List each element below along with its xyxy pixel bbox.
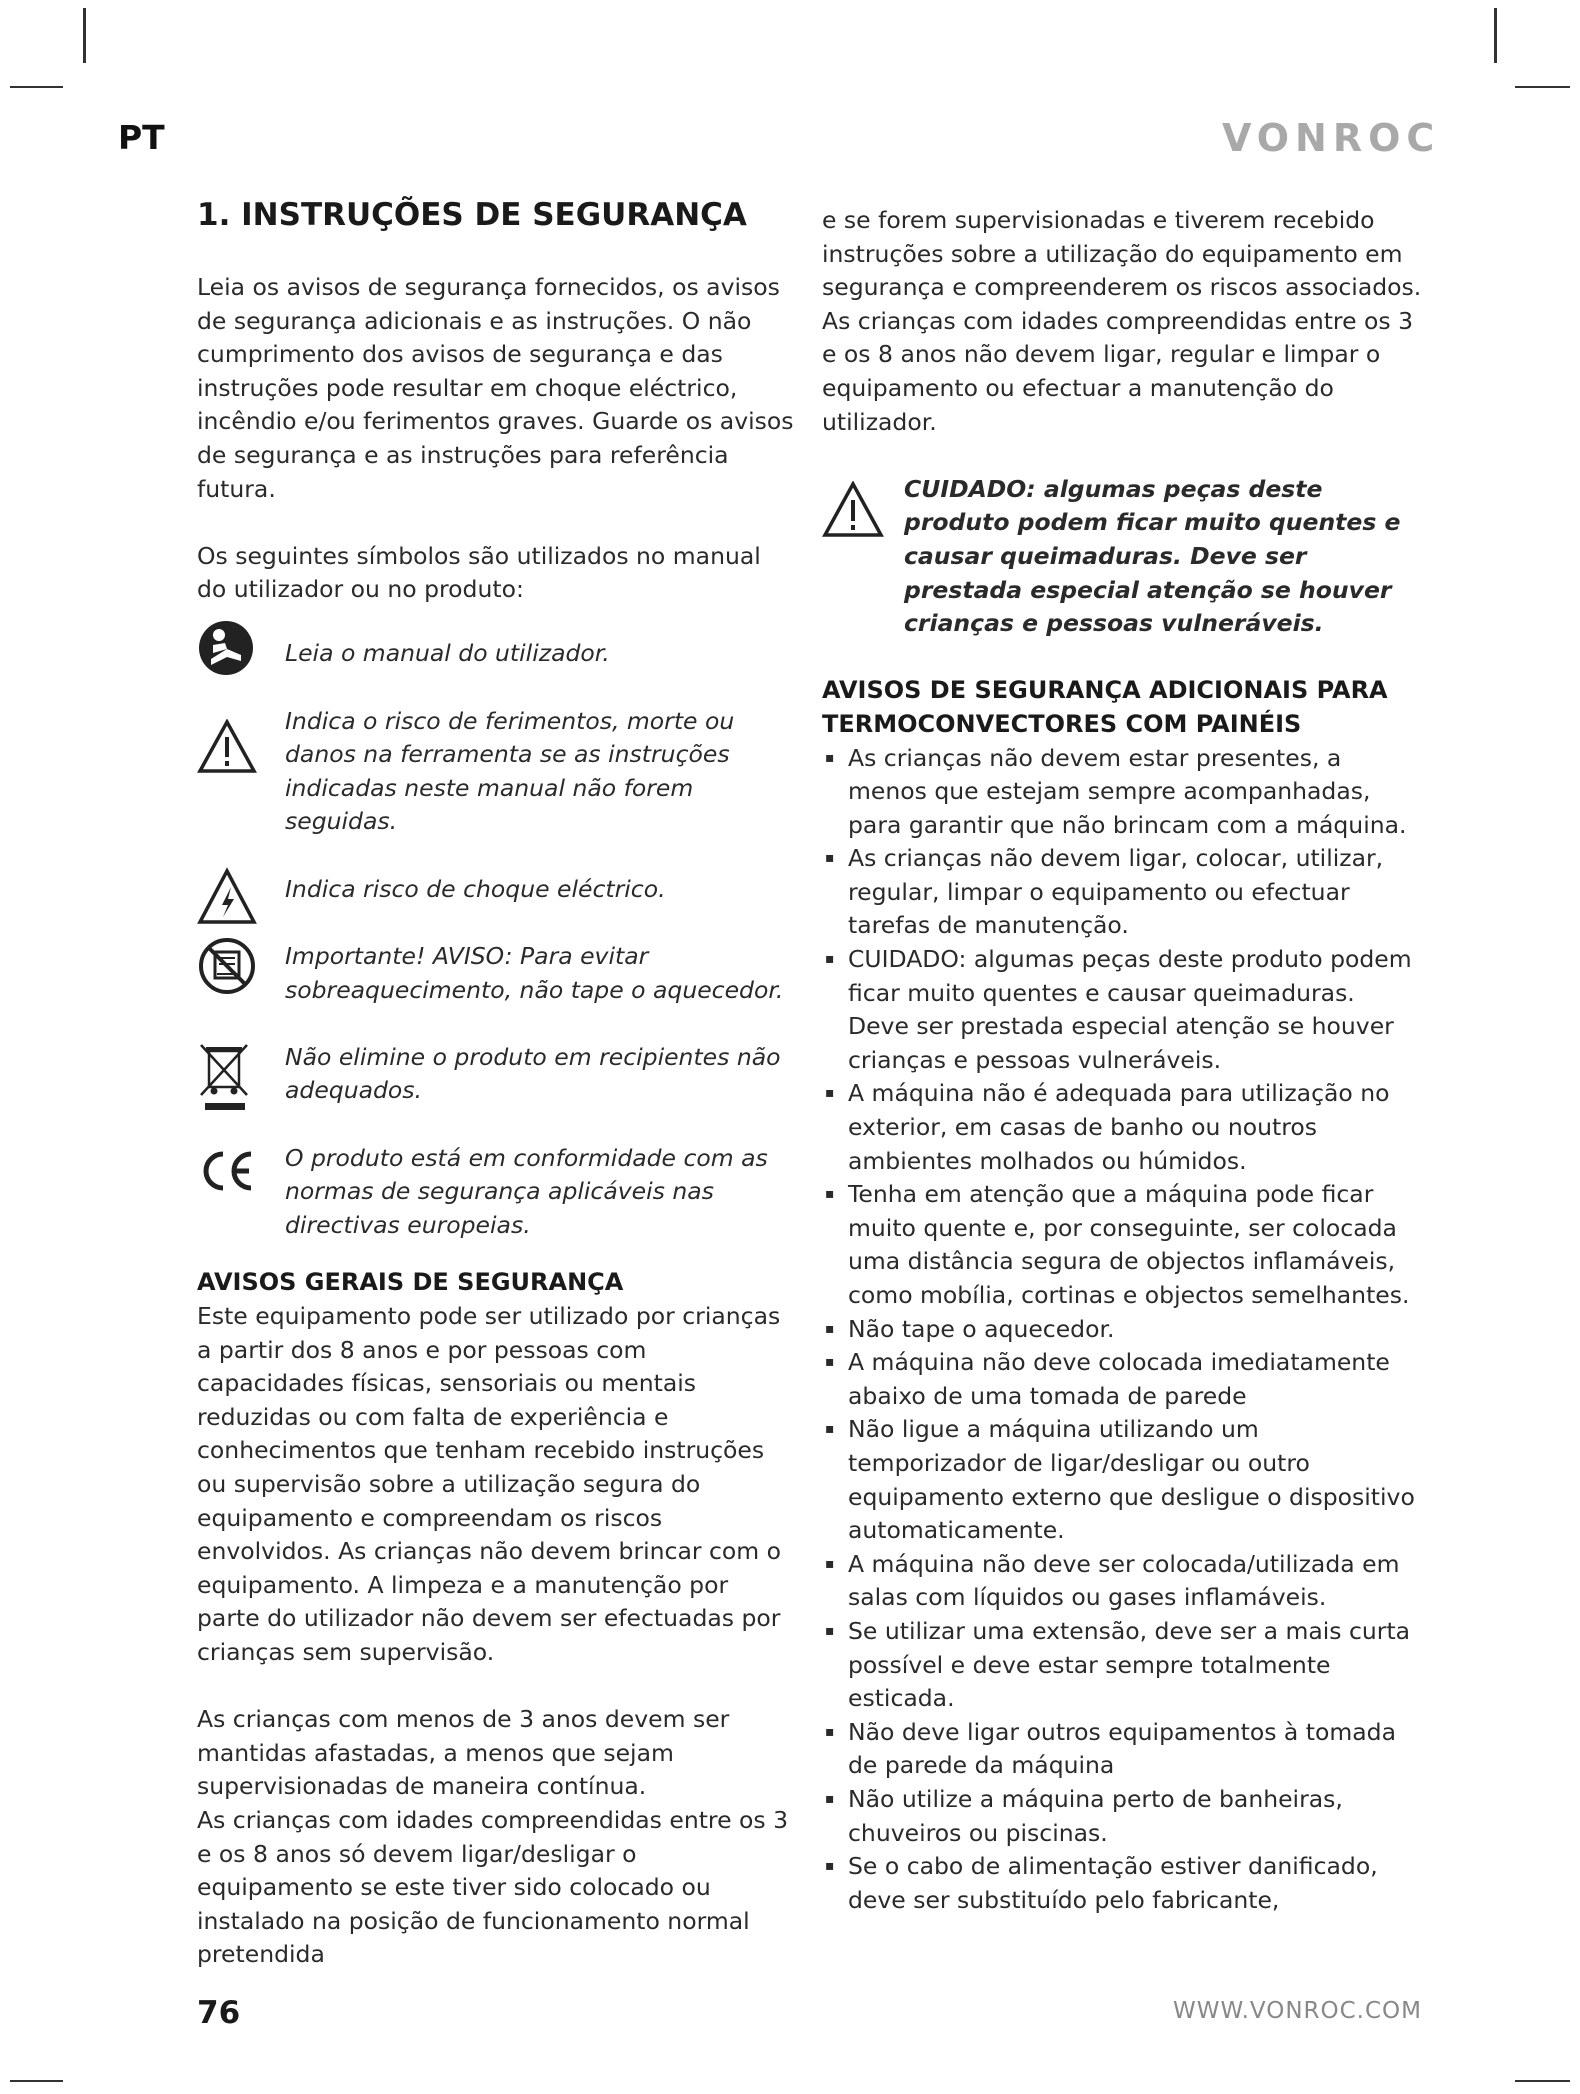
- crop-mark: [83, 8, 86, 63]
- symbol-text: Indica o risco de ferimentos, morte ou danos na ferramenta se as instruções indicadas neste manual não forem seguidas.: [285, 706, 735, 836]
- brand-logo: VONROC: [1222, 116, 1441, 160]
- list-item: ▪ Não ligue a máquina utilizando um temporizador de ligar/desligar ou outro equipamento externo que desligue o dispositivo automaticamente.: [822, 1413, 1422, 1547]
- list-item: ▪ A máquina não é adequada para utilização no exterior, em casas de banho ou noutros ambientes molhados ou húmidos.: [822, 1077, 1422, 1178]
- continued-paragraph: As crianças com idades compreendidas entre os 3 e os 8 anos não devem ligar, regular e limpar o equipamento ou efectuar a manutenção do utilizador.: [822, 306, 1414, 436]
- symbol-row: [197, 1041, 797, 1108]
- continued-paragraph: e se forem supervisionadas e tiverem recebido instruções sobre a utilização do equipamento em segurança e compreenderem os riscos associados.: [822, 206, 1422, 302]
- do-not-cover-icon: [197, 936, 259, 998]
- section-title: 1. INSTRUÇÕES DE SEGURANÇA: [197, 197, 747, 233]
- warning-triangle-icon: [822, 481, 886, 541]
- crop-mark: [1515, 86, 1570, 88]
- read-manual-icon: [197, 619, 259, 681]
- list-item: ▪ Não tape o aquecedor.: [822, 1313, 1422, 1347]
- general-paragraph: Este equipamento pode ser utilizado por crianças a partir dos 8 anos e por pessoas com capacidades físicas, sensoriais ou mentais reduzidas ou com falta de experiência e conhecimentos que tenham recebido instruções ou supervisão sobre a utilização segura do equipamento e compreendam os riscos envolvidos. As crianças não devem brincar com o equipamento. A limpeza e a manutenção por parte do utilizador não devem ser efectuadas por crianças sem supervisão.: [197, 1302, 782, 1666]
- list-item: ▪ Não deve ligar outros equipamentos à tomada de parede da máquina: [822, 1716, 1422, 1783]
- list-item: ▪ Não utilize a máquina perto de banheiras, chuveiros ou piscinas.: [822, 1783, 1422, 1850]
- crop-mark: [10, 86, 63, 88]
- symbol-row: [197, 619, 797, 671]
- language-code: PT: [118, 118, 165, 157]
- page-number: 76: [197, 1995, 241, 2031]
- footer-url: WWW.VONROC.COM: [1173, 1998, 1422, 2024]
- additional-safety-heading: AVISOS DE SEGURANÇA ADICIONAIS PARA TERMOCONVECTORES COM PAINÉIS: [822, 676, 1388, 738]
- list-item: ▪ As crianças não devem ligar, colocar, utilizar, regular, limpar o equipamento ou efectuar tarefas de manutenção.: [822, 842, 1422, 943]
- symbol-row: [197, 940, 797, 1007]
- crop-mark: [1494, 8, 1497, 63]
- left-column: [197, 195, 797, 1972]
- symbol-text: O produto está em conformidade com as normas de segurança aplicáveis nas directivas europeias.: [285, 1143, 768, 1239]
- weee-bin-icon: [197, 1041, 259, 1103]
- general-paragraph: As crianças com menos de 3 anos devem ser mantidas afastadas, a menos que sejam supervisionadas de maneira contínua.: [197, 1705, 730, 1801]
- general-safety-heading: AVISOS GERAIS DE SEGURANÇA: [197, 1268, 624, 1297]
- list-item: ▪ A máquina não deve colocada imediatamente abaixo de uma tomada de parede: [822, 1346, 1422, 1413]
- symbol-row: [197, 873, 797, 907]
- electric-shock-icon: [197, 867, 259, 929]
- list-item: ▪ Se utilizar uma extensão, deve ser a mais curta possível e deve estar sempre totalmente esticada.: [822, 1615, 1422, 1716]
- list-item: ▪ A máquina não deve ser colocada/utilizada em salas com líquidos ou gases inflamáveis.: [822, 1548, 1422, 1615]
- additional-safety-list: [822, 742, 1422, 1918]
- list-item: ▪ CUIDADO: algumas peças deste produto podem ficar muito quentes e causar queimaduras. Deve ser prestada especial atenção se houver crianças e pessoas vulneráveis.: [822, 943, 1422, 1077]
- list-item: ▪ Tenha em atenção que a máquina pode ficar muito quente e, por conseguinte, ser colocada uma distância segura de objectos inflamáveis, como mobília, cortinas e objectos semelhantes.: [822, 1178, 1422, 1312]
- crop-mark: [1515, 2080, 1570, 2082]
- caution-text: CUIDADO: algumas peças deste produto podem ficar muito quentes e causar queimaduras. Deve ser prestada especial atenção se houver crianças e pessoas vulneráveis.: [904, 474, 1401, 638]
- right-column: [822, 204, 1422, 1917]
- crop-mark: [10, 2080, 63, 2082]
- intro-paragraph: Leia os avisos de segurança fornecidos, os avisos de segurança adicionais e as instruções. O não cumprimento dos avisos de segurança e das instruções pode resultar em choque eléctrico, incêndio e/ou ferimentos graves. Guarde os avisos de segurança e as instruções para referência futura.: [197, 273, 794, 503]
- symbol-text: Não elimine o produto em recipientes não adequados.: [285, 1042, 781, 1105]
- symbol-text: Importante! AVISO: Para evitar sobreaquecimento, não tape o aquecedor.: [285, 942, 784, 1004]
- symbol-text: Leia o manual do utilizador.: [285, 638, 610, 667]
- ce-mark-icon: [197, 1146, 259, 1208]
- warning-triangle-icon: [197, 719, 259, 781]
- list-item: ▪ Se o cabo de alimentação estiver danificado, deve ser substituído pelo fabricante,: [822, 1850, 1422, 1917]
- symbols-intro: Os seguintes símbolos são utilizados no manual do utilizador ou no produto:: [197, 541, 761, 604]
- general-paragraph: As crianças com idades compreendidas entre os 3 e os 8 anos só devem ligar/desligar o equipamento se este tiver sido colocado ou instalado na posição de funcionamento normal pretendida: [197, 1805, 789, 1969]
- symbol-text: Indica risco de choque eléctrico.: [285, 874, 666, 903]
- list-item: ▪ As crianças não devem estar presentes, a menos que estejam sempre acompanhadas, para garantir que não brincam com a máquina.: [822, 742, 1422, 843]
- symbol-row: [197, 705, 797, 839]
- caution-block: [822, 473, 1422, 641]
- symbol-row: [197, 1142, 797, 1243]
